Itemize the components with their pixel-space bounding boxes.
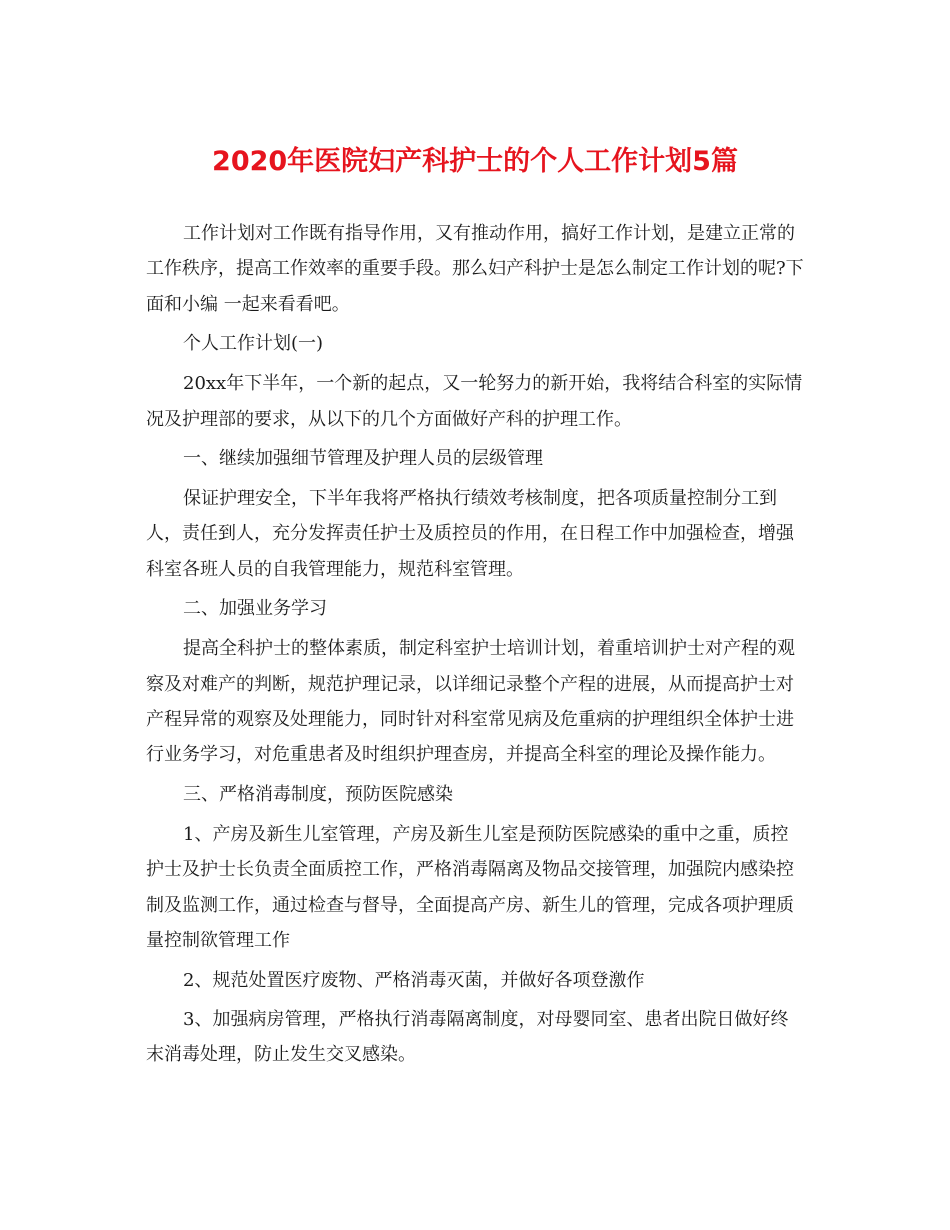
document-title: 2020年医院妇产科护士的个人工作计划5篇 (212, 146, 738, 177)
section-2-heading: 二、加强业务学习 (183, 598, 327, 620)
section-3-heading: 三、严格消毒制度，预防医院感染 (183, 783, 453, 805)
plan-1-opening-paragraph: 20xx年下半年，一个新的起点，又一轮努力的新开始，我将结合科室的实际情况及护理部的要求，从以下的几个方面做好产科的护理工作。 (146, 373, 803, 430)
document-body (146, 216, 806, 1077)
intro-paragraph: 工作计划对工作既有指导作用，又有推动作用，搞好工作计划，是建立正常的工作秩序，提高工作效率的重要手段。那么妇产科护士是怎么制定工作计划的呢?下面和小编 一起来看看吧。 (146, 223, 804, 315)
section-1-paragraph: 保证护理安全，下半年我将严格执行绩效考核制度，把各项质量控制分工到人，责任到人，充分发挥责任护士及质控员的作用，在日程工作中加强检查，增强科室各班人员的自我管理能力，规范科室管理。 (146, 488, 794, 580)
section-3-item-1: 1、产房及新生儿室管理，产房及新生儿室是预防医院感染的重中之重，质控护士及护士长负责全面质控工作，严格消毒隔离及物品交接管理，加强院内感染控制及监测工作，通过检查与督导，全面提高产房、新生儿的管理，完成各项护理质量控制欲管理工作 (146, 823, 794, 952)
section-3-item-2: 2、规范处置医疗废物、严格消毒灭菌，并做好各项登激作 (183, 969, 645, 991)
section-1-heading: 一、继续加强细节管理及护理人员的层级管理 (183, 448, 543, 470)
section-2-paragraph: 提高全科护士的整体素质，制定科室护士培训计划，着重培训护士对产程的观察及对难产的判断，规范护理记录，以详细记录整个产程的进展，从而提高护士对产程异常的观察及处理能力，同时针对科室常见病及危重病的护理组织全体护士进行业务学习，对危重患者及时组织护理查房，并提高全科室的理论及操作能力。 (146, 638, 795, 766)
section-3-item-3: 3、加强病房管理，严格执行消毒隔离制度，对母婴同室、患者出院日做好终末消毒处理，防止发生交叉感染。 (146, 1008, 789, 1066)
plan-1-heading: 个人工作计划(一) (183, 333, 324, 355)
